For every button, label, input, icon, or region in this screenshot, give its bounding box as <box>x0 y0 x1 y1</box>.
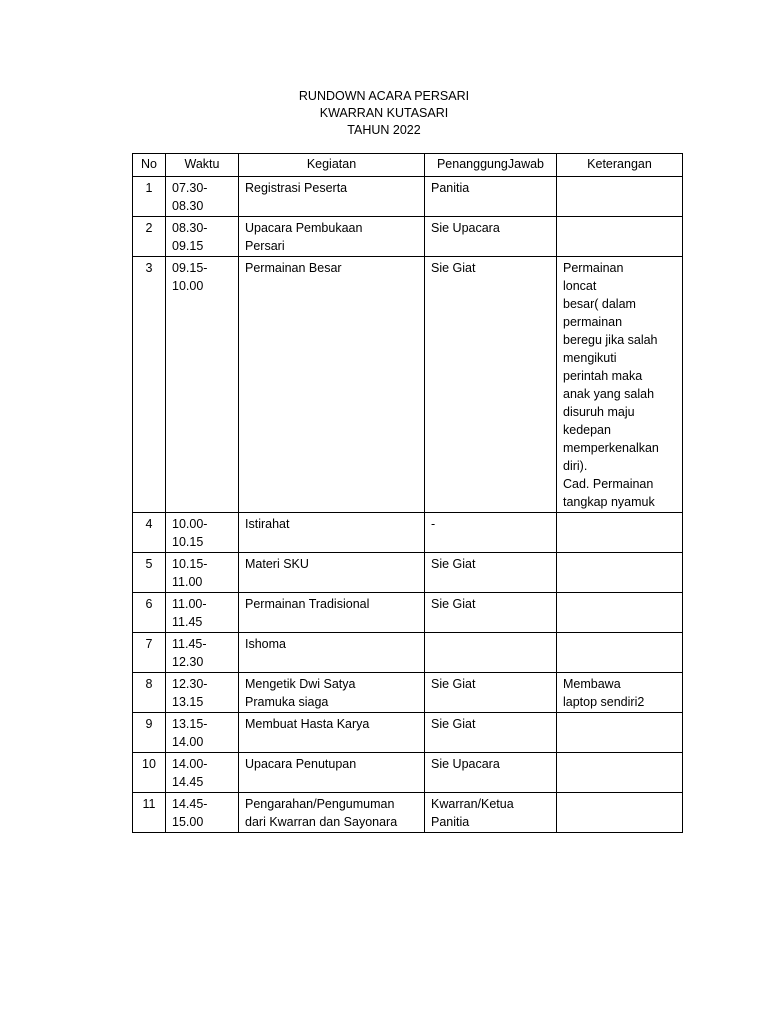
table-row <box>133 793 683 833</box>
header-waktu: Waktu <box>166 154 239 177</box>
cell-waktu: 14.00- 14.45 <box>166 753 239 793</box>
cell-penanggungjawab: - <box>425 513 557 553</box>
cell-penanggungjawab: Sie Giat <box>425 593 557 633</box>
header-penanggungjawab: PenanggungJawab <box>425 154 557 177</box>
cell-penanggungjawab: Kwarran/Ketua Panitia <box>425 793 557 833</box>
title-line-2: KWARRAN KUTASARI <box>319 106 449 120</box>
cell-kegiatan: Ishoma <box>239 633 425 673</box>
header-kegiatan: Kegiatan <box>239 154 425 177</box>
cell-no: 5 <box>133 553 166 593</box>
cell-penanggungjawab: Sie Giat <box>425 713 557 753</box>
cell-penanggungjawab: Sie Giat <box>425 553 557 593</box>
table-row <box>133 633 683 673</box>
cell-keterangan: Permainan loncat besar( dalam permainan beregu jika salah mengikuti perintah maka anak yang salah disuruh maju kedepan memperkenalkan diri). Cad. Permainan tangkap nyamuk <box>557 257 683 513</box>
table-row <box>133 553 683 593</box>
cell-waktu: 14.45- 15.00 <box>166 793 239 833</box>
cell-waktu: 08.30- 09.15 <box>166 217 239 257</box>
cell-kegiatan: Materi SKU <box>239 553 425 593</box>
header-keterangan: Keterangan <box>557 154 683 177</box>
cell-no: 1 <box>133 177 166 217</box>
table-row <box>133 753 683 793</box>
cell-no: 11 <box>133 793 166 833</box>
table-row <box>133 593 683 633</box>
cell-penanggungjawab: Sie Upacara <box>425 753 557 793</box>
cell-waktu: 07.30- 08.30 <box>166 177 239 217</box>
table-header-row <box>133 154 683 177</box>
title-line-3: TAHUN 2022 <box>347 123 421 137</box>
cell-kegiatan: Pengarahan/Pengumuman dari Kwarran dan Sayonara <box>239 793 425 833</box>
cell-waktu: 10.15- 11.00 <box>166 553 239 593</box>
table-row <box>133 713 683 753</box>
cell-kegiatan: Membuat Hasta Karya <box>239 713 425 753</box>
cell-penanggungjawab: Sie Giat <box>425 257 557 513</box>
cell-penanggungjawab: Panitia <box>425 177 557 217</box>
title-line-1: RUNDOWN ACARA PERSARI <box>298 89 470 103</box>
cell-penanggungjawab: Sie Upacara <box>425 217 557 257</box>
cell-waktu: 13.15- 14.00 <box>166 713 239 753</box>
cell-no: 9 <box>133 713 166 753</box>
cell-keterangan <box>557 553 683 593</box>
cell-keterangan <box>557 513 683 553</box>
cell-no: 2 <box>133 217 166 257</box>
cell-no: 3 <box>133 257 166 513</box>
cell-penanggungjawab <box>425 633 557 673</box>
cell-kegiatan: Permainan Besar <box>239 257 425 513</box>
cell-waktu: 12.30- 13.15 <box>166 673 239 713</box>
table-row <box>133 257 683 513</box>
cell-keterangan <box>557 713 683 753</box>
cell-keterangan <box>557 753 683 793</box>
cell-no: 8 <box>133 673 166 713</box>
cell-keterangan <box>557 593 683 633</box>
cell-kegiatan: Permainan Tradisional <box>239 593 425 633</box>
cell-no: 7 <box>133 633 166 673</box>
cell-waktu: 09.15- 10.00 <box>166 257 239 513</box>
table-row <box>133 513 683 553</box>
cell-penanggungjawab: Sie Giat <box>425 673 557 713</box>
cell-keterangan <box>557 217 683 257</box>
cell-keterangan <box>557 793 683 833</box>
cell-keterangan: Membawa laptop sendiri2 <box>557 673 683 713</box>
cell-waktu: 11.45- 12.30 <box>166 633 239 673</box>
cell-no: 6 <box>133 593 166 633</box>
cell-kegiatan: Upacara Penutupan <box>239 753 425 793</box>
cell-no: 4 <box>133 513 166 553</box>
table-row <box>133 217 683 257</box>
table-row <box>133 177 683 217</box>
cell-waktu: 10.00- 10.15 <box>166 513 239 553</box>
cell-no: 10 <box>133 753 166 793</box>
cell-waktu: 11.00- 11.45 <box>166 593 239 633</box>
cell-keterangan <box>557 633 683 673</box>
cell-kegiatan: Upacara Pembukaan Persari <box>239 217 425 257</box>
cell-keterangan <box>557 177 683 217</box>
cell-kegiatan: Istirahat <box>239 513 425 553</box>
table-row <box>133 673 683 713</box>
cell-kegiatan: Mengetik Dwi Satya Pramuka siaga <box>239 673 425 713</box>
cell-kegiatan: Registrasi Peserta <box>239 177 425 217</box>
rundown-table <box>132 153 683 833</box>
header-no: No <box>133 154 166 177</box>
document-title <box>0 88 768 139</box>
